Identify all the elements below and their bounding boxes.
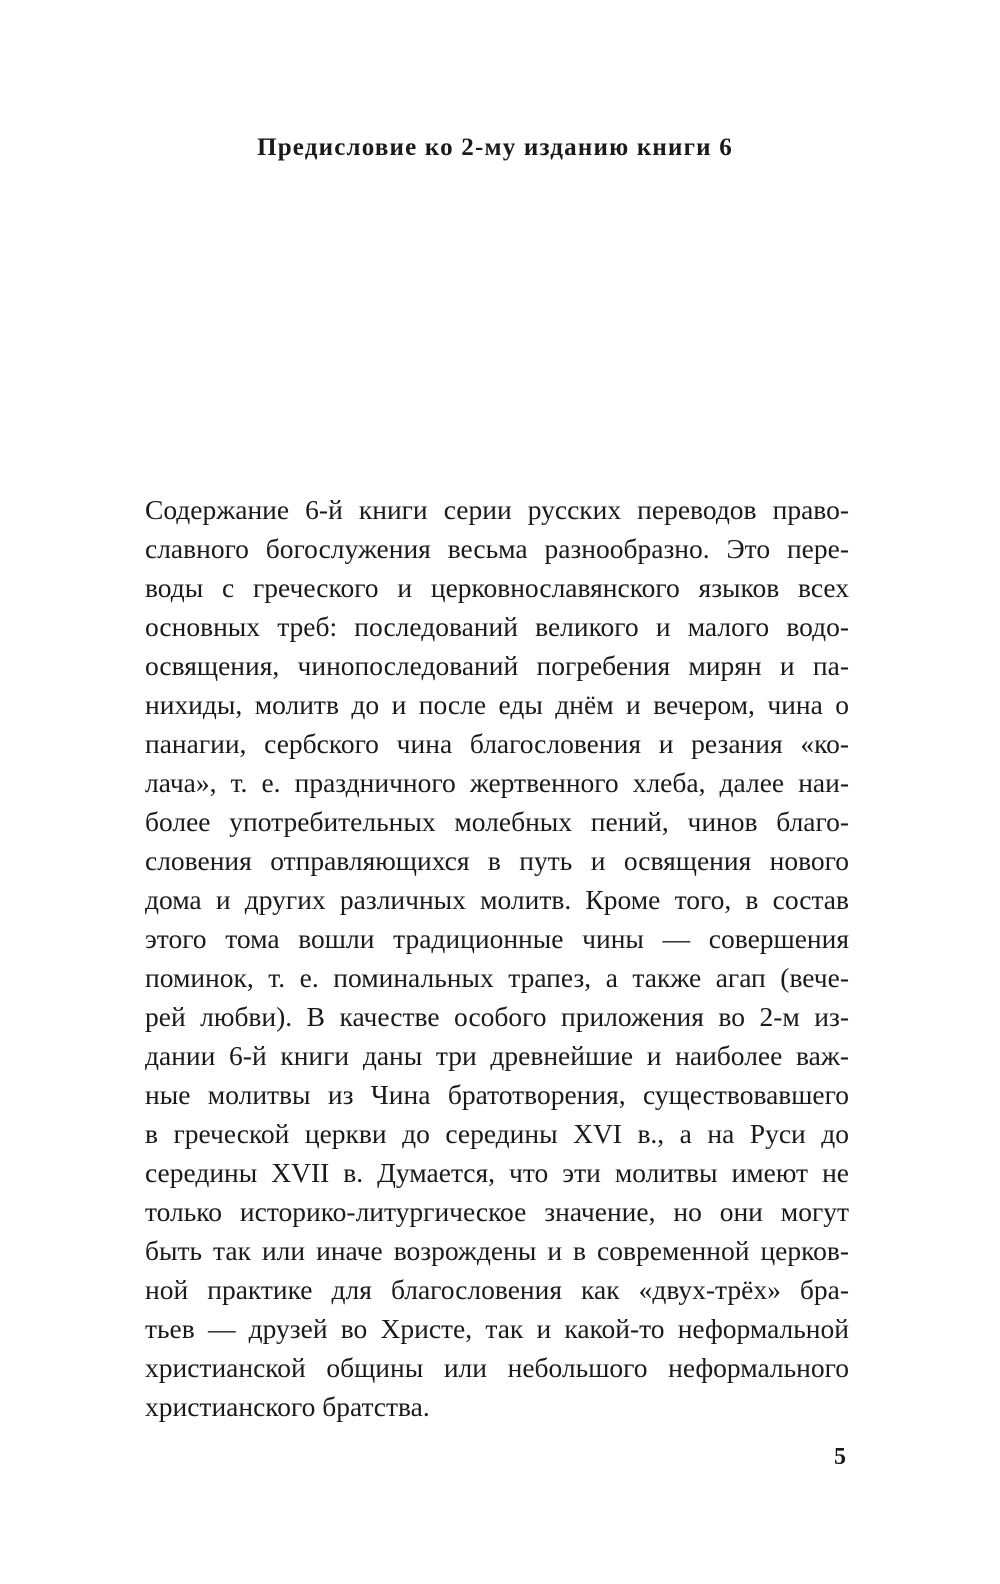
text-line: панагии, сербского чина благословения и резания «ко- (145, 728, 849, 759)
text-line: более употребительных молебных пений, чинов благо- (145, 806, 849, 837)
text-line: дании 6-й книги даны три древнейшие и наиболее важ- (145, 1040, 849, 1071)
text-line: славного богослужения весьма разнообразно. Это пере- (145, 533, 849, 564)
text-line: лача», т. е. праздничного жертвенного хлеба, далее наи- (145, 767, 849, 798)
text-line: ные молитвы из Чина братотворения, существовавшего (145, 1079, 849, 1110)
text-line: середины XVII в. Думается, что эти молитвы имеют не (145, 1157, 849, 1188)
text-line: поминок, т. е. поминальных трапез, а также агап (вече- (145, 962, 849, 993)
text-line: христианской общины или небольшого неформального (145, 1352, 849, 1383)
text-line: нихиды, молитв до и после еды днём и вечером, чина о (145, 689, 849, 720)
text-line: этого тома вошли традиционные чины — совершения (145, 923, 849, 954)
text-line: освящения, чинопоследований погребения мирян и па- (145, 650, 849, 681)
text-line: быть так или иначе возрождены и в современной церков- (145, 1235, 849, 1266)
text-line: словения отправляющихся в путь и освящения нового (145, 845, 849, 876)
page-title: Предисловие ко 2-му изданию книги 6 (257, 134, 733, 161)
text-line: основных треб: последований великого и малого водо- (145, 611, 849, 642)
page-number: 5 (834, 1444, 846, 1470)
body-paragraph (145, 490, 849, 1426)
text-line: Содержание 6-й книги серии русских переводов право- (145, 494, 849, 525)
text-line: в греческой церкви до середины XVI в., а на Руси до (145, 1118, 849, 1149)
text-line: христианского братства. (145, 1391, 430, 1422)
text-line: тьев — друзей во Христе, так и какой-то неформальной (145, 1313, 849, 1344)
text-line: дома и других различных молитв. Кроме того, в состав (145, 884, 849, 915)
text-line: рей любви). В качестве особого приложения во 2-м из- (145, 1001, 849, 1032)
text-line: воды с греческого и церковнославянского языков всех (145, 572, 849, 603)
text-line: только историко-литургическое значение, но они могут (145, 1196, 849, 1227)
text-line: ной практике для благословения как «двух-трёх» бра- (145, 1274, 849, 1305)
